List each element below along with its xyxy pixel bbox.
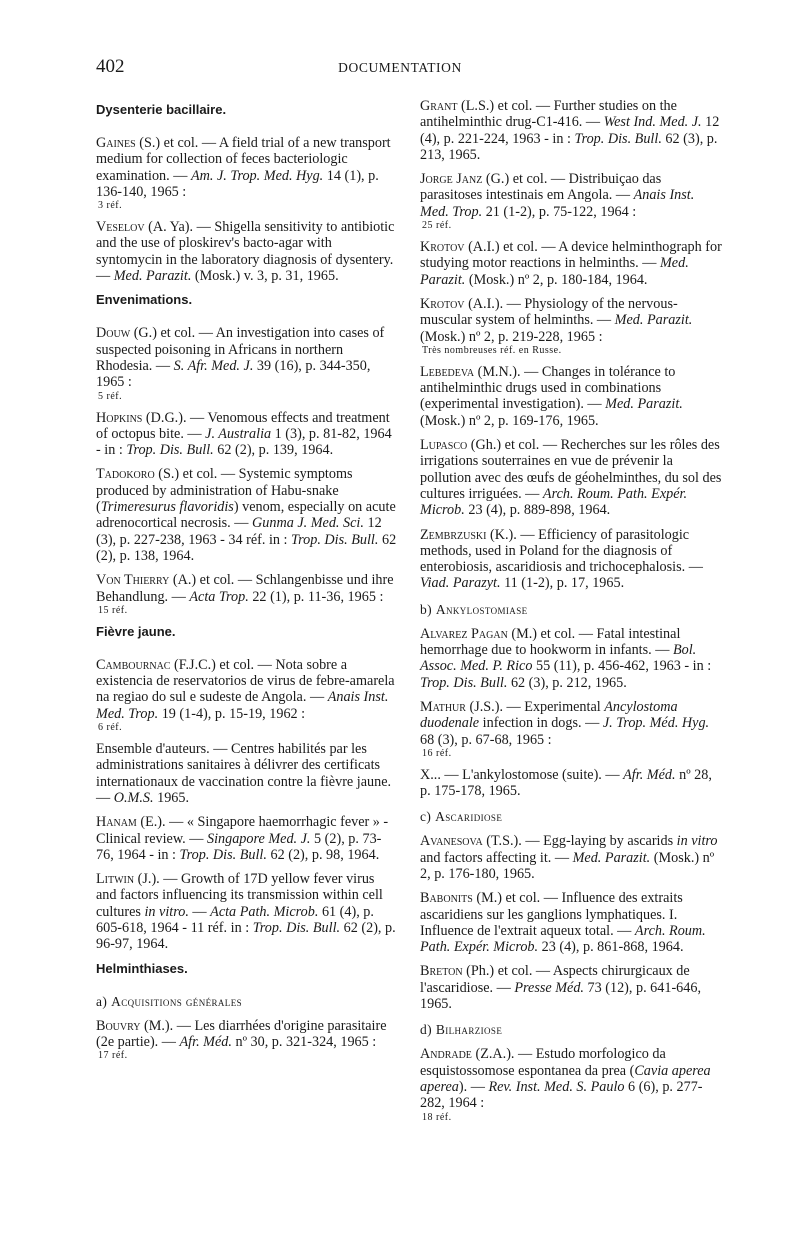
section-heading: Fièvre jaune. (96, 623, 176, 639)
entry-text: 1965. (153, 789, 190, 806)
entry-text: 62 (2), p. 138, 1964. (96, 531, 397, 564)
italic-text: in vitro. (144, 903, 189, 920)
author-name: Lebedeva (420, 363, 475, 380)
entry-text: (Mosk.) nº 2, p. 169-176, 1965. (420, 412, 599, 429)
italic-text: Cavia aperea aperea (420, 1062, 711, 1095)
italic-text: in vitro (676, 833, 718, 850)
subsection-title: Ankylostomiase (435, 601, 528, 617)
entry-text: 73 (12), p. 641-646, 1965. (420, 979, 702, 1013)
subsection-letter: d) (420, 1022, 436, 1038)
subsection-heading (420, 809, 724, 825)
entry-text: (A.I.) et col. — A device helminthograph for studying motor reactions in helminths. — (420, 239, 722, 272)
entry-text: (A.I.). — Physiology of the nervous-muscular system of helminths. — (420, 295, 678, 329)
bibliography-entry (420, 890, 724, 955)
subsection-heading (96, 994, 398, 1010)
entry-text: (G.) et col. — An investigation into cases of suspected poisoning in Africans in northern Rhodesia. — (96, 325, 385, 374)
author-name: Krotov (420, 239, 465, 256)
entry-text: (J.S.). — Experimental (465, 698, 605, 715)
bibliography-entry (420, 699, 724, 759)
bibliography-entry (96, 325, 398, 401)
bibliography-entry (96, 814, 398, 863)
author-name: Veselov (96, 219, 145, 236)
bibliography-entry (96, 741, 398, 806)
reference-count: 16 réf. (422, 747, 452, 759)
entry-text: 62 (3), p. 212, 1965. (507, 674, 627, 691)
entry-text: 55 (11), p. 456-462, 1963 - in : (532, 658, 712, 675)
bibliography-entry (96, 657, 398, 733)
italic-text: Anais Inst. Med. Trop. (420, 187, 695, 220)
entry-text: (F.J.C.) et col. — Nota sobre a existencia de reservatorios de virus de febre-amarela na regiao do sul e sudeste de Angola. — (96, 656, 395, 706)
subsection-letter: b) (420, 601, 436, 617)
entry-text: 23 (4), p. 889-898, 1964. (464, 502, 611, 519)
author-name: Tadokoro (96, 466, 155, 483)
bibliography-entry (420, 437, 724, 518)
entry-text: (E.). — « Singapore haemorrhagic fever » - Clinical review. — (96, 814, 389, 847)
entry-text: (Gh.) et col. — Recherches sur les rôles des irrigations souterraines en vue de prévenir la pollution avec des œufs de géohelminthes, du sol des cultures irriguées. — (420, 437, 722, 502)
reference-count: 18 réf. (422, 1111, 452, 1123)
bibliography-entry (420, 98, 724, 163)
entry-text: 62 (2), p. 98, 1964. (266, 846, 380, 863)
entry-text: (Ph.) et col. — Aspects chirurgicaux de l'ascaridiose. — (420, 963, 690, 996)
author-name: Cambournac (96, 656, 171, 673)
bibliography-entry (96, 1018, 398, 1062)
entry-text: 11 (1-2), p. 17, 1965. (500, 575, 625, 592)
italic-text: Arch. Roum. Path. Expér. Microb. (420, 922, 706, 956)
section-heading: Dysenterie bacillaire. (96, 102, 227, 117)
author-name: Gaines (96, 135, 136, 151)
entry-text: nº 30, p. 321-324, 1965 : (231, 1033, 377, 1050)
entry-text: 22 (1), p. 11-36, 1965 : (248, 588, 384, 605)
entry-text: (L.S.) et col. — Further studies on the antihelminthic drug-C1-416. — (420, 98, 677, 131)
page-header (0, 56, 800, 80)
bibliography-entry (420, 626, 724, 691)
bibliography-entry (420, 1046, 724, 1122)
italic-text: Gunma J. Med. Sci. (252, 515, 364, 532)
italic-text: Anais Inst. Med. Trop. (96, 689, 389, 722)
italic-text: Trop. Dis. Bull. (126, 442, 214, 459)
bibliography-entry (420, 767, 724, 800)
author-name: Hopkins (96, 409, 143, 426)
italic-text: Trop. Dis. Bull. (179, 846, 267, 863)
entry-text: (M.). — Les diarrhées d'origine parasitaire (2e partie). — (96, 1017, 387, 1050)
subsection-title: Ascaridiose (435, 809, 503, 825)
reference-count: 5 réf. (98, 390, 123, 402)
bibliography-entry (96, 219, 398, 284)
italic-text: J. Australia (205, 425, 272, 442)
entry-text: 61 (4), p. 605-618, 1964 - 11 réf. in : (96, 903, 374, 936)
reference-count: 25 réf. (422, 220, 452, 232)
author-name: Litwin (96, 871, 135, 888)
entry-text: 12 (4), p. 221-224, 1963 - in : (420, 114, 720, 147)
author-name: Breton (420, 963, 463, 980)
italic-text: Afr. Méd. (623, 766, 676, 783)
author-name: Von Thierry (96, 572, 170, 589)
author-name: Grant (420, 98, 458, 114)
reference-count: 17 réf. (98, 1050, 128, 1062)
italic-text: Presse Méd. (514, 979, 584, 996)
subsection-letter: c) (420, 809, 436, 825)
entry-text: (J.). — Growth of 17D yellow fever virus and factors influencing its transmission within cell cultures (96, 871, 383, 920)
entry-text: (K.). — Efficiency of parasitologic methods, used in Poland for the diagnosis of enterobiosis, ascaridiosis and trichocephalosis. — (420, 526, 703, 576)
italic-text: Med. Parazit. (572, 849, 651, 866)
entry-text: (T.S.). — Egg-laying by ascarids (482, 833, 677, 850)
entry-text: 68 (3), p. 67-68, 1965 : (420, 731, 552, 748)
entry-text: (Mosk.) v. 3, p. 31, 1965. (191, 268, 339, 285)
italic-text: Bol. Assoc. Med. P. Rico (420, 642, 697, 675)
italic-text: Singapore Med. J. (206, 830, 311, 847)
entry-text: 39 (16), p. 344-350, 1965 : (96, 357, 371, 391)
italic-text: J. Trop. Méd. Hyg. (602, 715, 710, 732)
reference-count: Très nombreuses réf. en Russe. (422, 344, 562, 356)
italic-text: Trop. Dis. Bull. (252, 919, 341, 936)
reference-count: 6 réf. (98, 722, 123, 734)
italic-text: Trop. Dis. Bull. (420, 674, 508, 691)
author-name: Babonits (420, 890, 473, 907)
bibliography-entry (420, 963, 724, 1012)
entry-text: (Mosk.) nº 2, p. 219-228, 1965 : (420, 328, 603, 345)
entry-text: 1 (3), p. 81-82, 1964 - in : (96, 425, 392, 459)
italic-text: Arch. Roum. Path. Expér. Microb. (420, 485, 687, 519)
subsection-heading (420, 1022, 724, 1038)
author-name: Lupasco (420, 437, 468, 454)
author-name: Douw (96, 325, 131, 342)
section-heading: Envenimations. (96, 292, 193, 308)
italic-text: Med. Parazit. (420, 255, 689, 288)
entry-text: (Mosk.) nº 2, p. 180-184, 1964. (465, 271, 648, 288)
entry-text: (G.) et col. — Distribuiçao das parasitoses intestinais em Angola. — (420, 171, 662, 204)
italic-text: Acta Trop. (189, 588, 249, 605)
bibliography-entry (420, 171, 724, 231)
entry-text: 21 (1-2), p. 75-122, 1964 : (482, 203, 637, 220)
italic-text: Am. J. Trop. Med. Hyg. (190, 167, 324, 184)
italic-text: Med. Parazit. (614, 312, 693, 329)
italic-text: Ancylostoma duodenale (420, 698, 678, 732)
entry-text: (M.) et col. — Influence des extraits ascaridiens sur les ganglions lymphatiques. I. Influence de l'extrait aqueux total. — (420, 890, 683, 939)
section-heading: Helminthiases. (96, 960, 188, 976)
entry-text: (M.) et col. — Fatal intestinal hemorrhage due to hookworm in infants. — (420, 625, 681, 659)
entry-text: (S.) et col. — Systemic symptoms produced by administration of Habu-snake ( (96, 466, 353, 516)
bibliography-entry (96, 871, 398, 952)
entry-text: ) venom, especially on acute adrenocortical necrosis. — (96, 499, 396, 532)
entry-text: X... — L'ankylostomose (suite). — (420, 766, 624, 783)
entry-text: (S.) et col. — A field trial of a new transport medium for collection of feces bacteriologic examination. — (96, 135, 391, 184)
italic-text: Acta Path. Microb. (210, 903, 319, 920)
subsection-heading (420, 602, 724, 618)
bibliography-entry (420, 239, 724, 288)
italic-text: Trop. Dis. Bull. (574, 130, 662, 147)
bibliography-entry (96, 572, 398, 616)
reference-count: 3 réf. (98, 200, 123, 212)
author-name: Mathur (420, 698, 466, 715)
author-name: Andrade (420, 1046, 472, 1063)
bibliography-entry (96, 410, 398, 459)
entry-text: 6 (6), p. 277-282, 1964 : (420, 1078, 703, 1112)
left-column (96, 98, 398, 1069)
bibliography-entry (420, 296, 724, 356)
bibliography-entry (96, 135, 398, 211)
author-name: Alvarez Pagan (420, 625, 508, 642)
subsection-letter: a) (96, 993, 112, 1009)
entry-text: 62 (2), p. 139, 1964. (213, 442, 334, 459)
entry-text: 62 (3), p. 213, 1965. (420, 130, 718, 163)
italic-text: West Ind. Med. J. (603, 114, 702, 131)
italic-text: Trimeresurus flavoridis (100, 499, 234, 516)
entry-text: (A. Ya). — Shigella sensitivity to antibiotic and the use of ploskirev's bacto-agar with syntomycin in the laboratory diagnosis of dysentery. — (96, 219, 395, 285)
subsection-title: Acquisitions générales (111, 993, 242, 1009)
entry-text: and factors affecting it. — (420, 849, 573, 866)
entry-text: 14 (1), p. 136-140, 1965 : (96, 167, 379, 200)
italic-text: Rev. Inst. Med. S. Paulo (488, 1078, 625, 1095)
author-name: Bouvry (96, 1017, 141, 1034)
bibliography-entry (420, 527, 724, 592)
right-column (420, 98, 724, 1131)
bibliography-entry (420, 364, 724, 429)
running-title: DOCUMENTATION (338, 60, 462, 75)
entry-text: nº 28, p. 175-178, 1965. (420, 766, 712, 800)
italic-text: O.M.S. (113, 789, 154, 806)
entry-text: 23 (4), p. 861-868, 1964. (538, 939, 684, 956)
author-name: Jorge Janz (420, 171, 483, 188)
author-name: Avanesova (420, 833, 483, 850)
entry-text: (D.G.). — Venomous effects and treatment of octopus bite. — (96, 409, 390, 442)
entry-text: ). — (458, 1078, 489, 1095)
entry-text: 12 (3), p. 227-238, 1963 - 34 réf. in : (96, 515, 382, 548)
entry-text: 19 (1-4), p. 15-19, 1962 : (158, 705, 306, 722)
entry-text: Ensemble d'auteurs. — Centres habilités par les administrations sanitaires à délivrer des certificats internationaux de vaccination contre la fièvre jaune. — (96, 741, 392, 806)
italic-text: Med. Parazit. (113, 268, 192, 285)
entry-text: 62 (2), p. 96-97, 1964. (96, 919, 396, 953)
author-name: Zembrzuski (420, 526, 487, 543)
page-number: 402 (96, 56, 125, 77)
subsection-title: Bilharziose (435, 1022, 503, 1038)
italic-text: Afr. Méd. (179, 1033, 232, 1050)
entry-text: 5 (2), p. 73-76, 1964 - in : (96, 830, 382, 863)
entry-text: infection in dogs. — (479, 715, 603, 732)
italic-text: S. Afr. Med. J. (173, 357, 254, 374)
entry-text: — (188, 903, 211, 920)
italic-text: Med. Parazit. (605, 396, 683, 413)
bibliography-entry (420, 833, 724, 882)
entry-text: (A.) et col. — Schlangenbisse und ihre Behandlung. — (96, 572, 394, 605)
reference-count: 15 réf. (98, 604, 128, 616)
italic-text: Trop. Dis. Bull. (291, 531, 379, 548)
entry-text: (M.N.). — Changes in tolérance to antihelminthic drugs used in combinations (experimental investigation). — (420, 363, 676, 413)
bibliography-entry (96, 466, 398, 564)
entry-text: (Z.A.). — Estudo morfologico da esquistossomose espontanea da prea ( (420, 1046, 666, 1079)
italic-text: Viad. Parazyt. (420, 575, 501, 592)
entry-text: (Mosk.) nº 2, p. 176-180, 1965. (420, 849, 715, 882)
author-name: Hanam (96, 814, 137, 831)
author-name: Krotov (420, 295, 465, 312)
